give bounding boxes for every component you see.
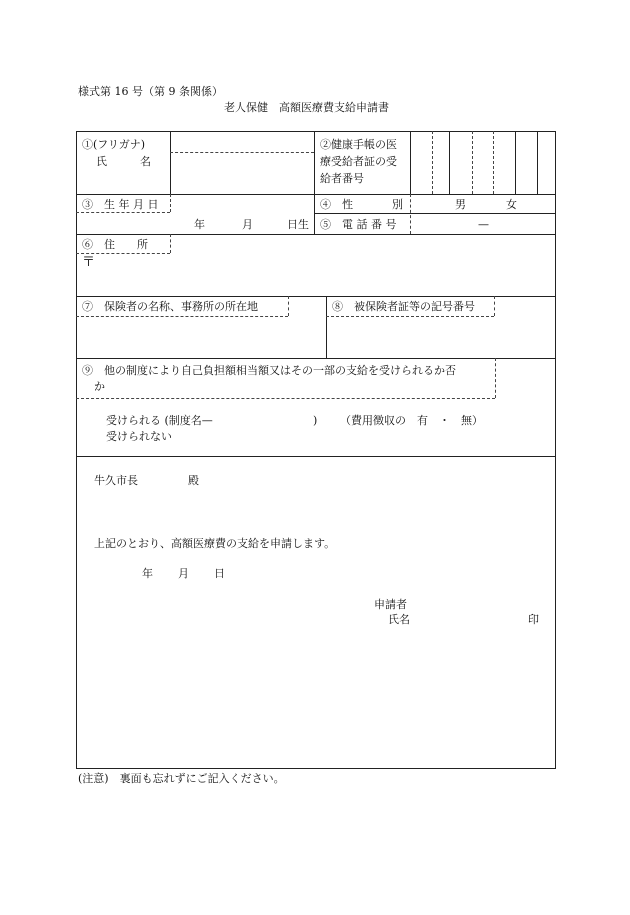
applicant-label: 申請者 (374, 598, 407, 611)
phone-field[interactable] (412, 214, 554, 233)
seal-mark: 印 (528, 613, 539, 626)
label-box (76, 398, 495, 399)
applicant-name-field[interactable] (412, 610, 522, 628)
label-box (76, 253, 170, 254)
insurer-label: ⑦ 保険者の名称、事務所の所在地 (82, 300, 258, 313)
name-label-sub: 氏 名 (96, 155, 151, 168)
birth-day-label: 日生 (287, 218, 309, 231)
furigana-line (170, 152, 314, 153)
name-label: ①(フリガナ) (82, 138, 146, 151)
phone-separator: — (478, 218, 489, 231)
row-divider (76, 358, 556, 359)
divider (326, 296, 327, 358)
insurer-field[interactable] (80, 318, 322, 356)
certificate-label: 給者番号 (320, 172, 364, 185)
date-year-label: 年 (142, 567, 153, 580)
footer-note: (注意) 裏面も忘れずにご記入ください。 (78, 772, 285, 785)
addressee: 牛久市長 (94, 474, 138, 487)
other-system-label: ⑨ 他の制度により自己負担額相当額又はその一部の支給を受けられるか否 (82, 364, 456, 377)
sex-option-female[interactable]: 女 (506, 198, 517, 211)
applicant-name-label: 氏名 (388, 613, 410, 626)
birth-year-label: 年 (194, 218, 205, 231)
certificate-label: 療受給者証の受 (320, 155, 397, 168)
phone-label: ⑤ 電 話 番 号 (320, 218, 397, 231)
label-box (76, 212, 170, 213)
label-box (410, 194, 411, 234)
divider (170, 131, 171, 194)
divider (314, 194, 315, 234)
page-title: 老人保健 高額医療費支給申請書 (224, 101, 389, 114)
postal-mark: 〒 (82, 255, 96, 270)
honorific: 殿 (188, 474, 199, 487)
fee-collection[interactable]: （費用徴収の 有 ・ 無） (340, 414, 483, 427)
other-system-label-cont: か (94, 380, 105, 393)
option-not-receivable[interactable]: 受けられない (106, 430, 172, 443)
insured-number-field[interactable] (330, 318, 552, 356)
label-box (288, 296, 289, 316)
sex-label-sub: 別 (392, 198, 403, 211)
label-box (170, 234, 171, 253)
label-box (326, 316, 494, 317)
certificate-label: ②健康手帳の医 (320, 138, 397, 151)
divider (314, 131, 315, 194)
system-name-field[interactable] (222, 412, 310, 428)
date-day-label: 日 (214, 567, 225, 580)
label-box (495, 358, 496, 398)
birthdate-field[interactable] (172, 213, 312, 233)
address-field[interactable] (100, 256, 552, 294)
form-number: 様式第 16 号（第 9 条関係） (78, 85, 223, 98)
sex-label: ④ 性 (320, 198, 353, 211)
row-divider (76, 194, 556, 195)
sex-option-male[interactable]: 男 (455, 198, 466, 211)
certificate-number-field[interactable] (411, 132, 555, 194)
row-divider (76, 296, 556, 297)
label-box (170, 194, 171, 212)
name-field[interactable] (172, 156, 312, 190)
birthdate-label: ③ 生 年 月 日 (82, 198, 159, 211)
declaration-statement: 上記のとおり、高額医療費の支給を申請します。 (94, 537, 336, 550)
label-box (494, 296, 495, 316)
date-month-label: 月 (178, 567, 189, 580)
insured-number-label: ⑧ 被保険者証等の記号番号 (332, 300, 475, 313)
address-label: ⑥ 住 所 (82, 238, 148, 251)
system-name-close: ) (313, 414, 318, 427)
row-divider (76, 456, 556, 457)
label-box (76, 316, 288, 317)
birth-month-label: 月 (242, 218, 253, 231)
application-date-field[interactable] (118, 564, 228, 582)
option-receivable[interactable]: 受けられる (制度名— (106, 414, 213, 427)
row-divider (76, 234, 556, 235)
